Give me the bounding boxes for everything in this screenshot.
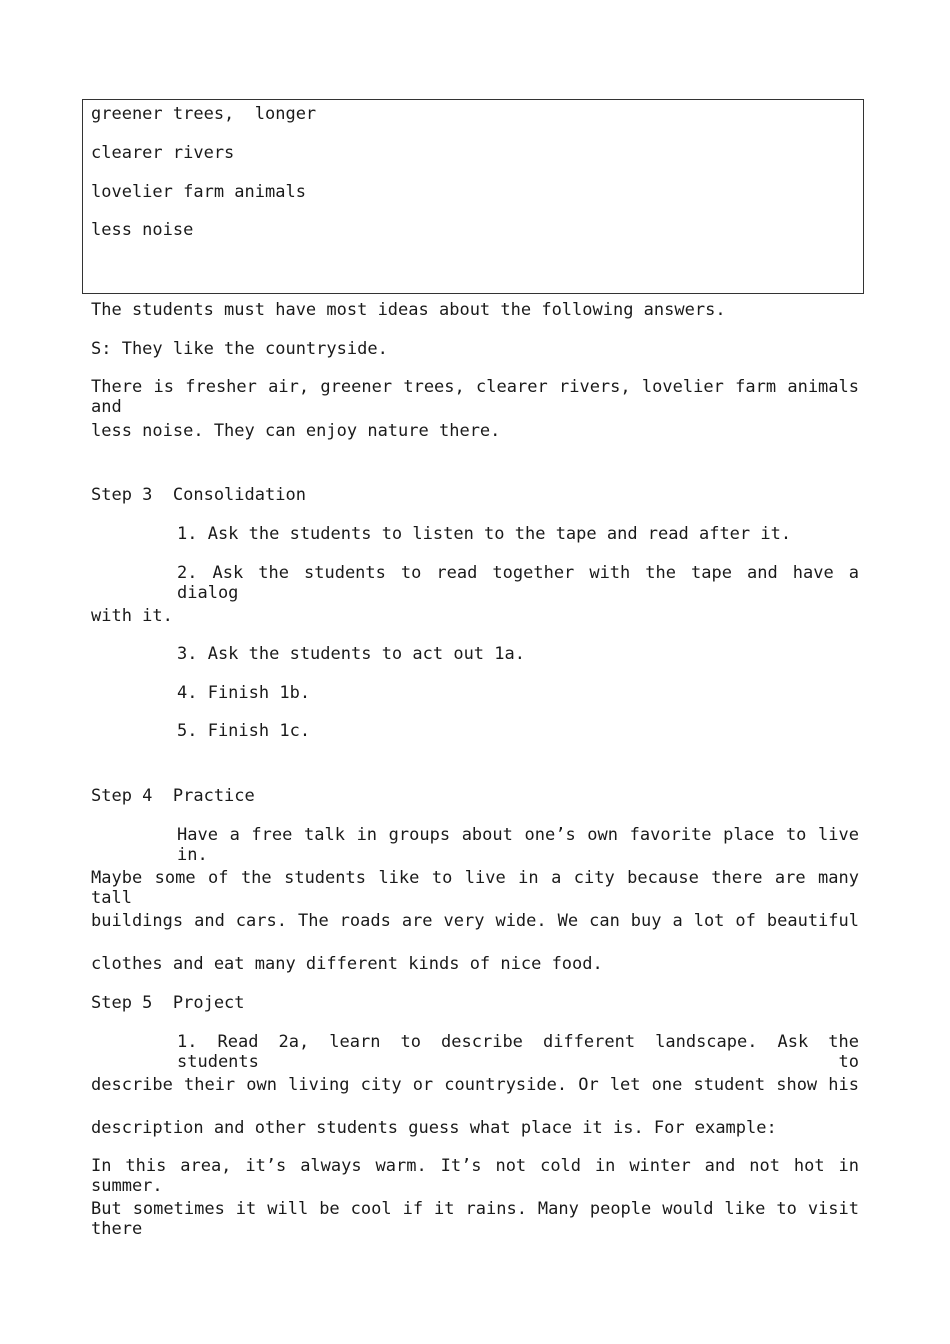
step5-line: describe their own living city or countryside. Or let one student show his: [91, 1075, 859, 1095]
step5-line: 1. Read 2a, learn to describe different landscape. Ask the students to: [177, 1032, 859, 1072]
step3-item: 5. Finish 1c.: [177, 721, 311, 741]
intro-line: There is fresher air, greener trees, clearer rivers, lovelier farm animals and: [91, 377, 859, 417]
box-line: less noise: [91, 220, 194, 240]
step4-line: buildings and cars. The roads are very wide. We can buy a lot of beautiful: [91, 911, 859, 931]
box-line: lovelier farm animals: [91, 182, 306, 202]
box-line: greener trees, longer: [91, 104, 317, 124]
step4-heading: Step 4 Practice: [91, 786, 255, 806]
step3-heading: Step 3 Consolidation: [91, 485, 306, 505]
step3-item: 2. Ask the students to read together with the tape and have a dialog: [177, 563, 859, 603]
step4-line: clothes and eat many different kinds of nice food.: [91, 954, 603, 974]
step4-line: Have a free talk in groups about one’s own favorite place to live in.: [177, 825, 859, 865]
step3-item-continuation: with it.: [91, 606, 173, 626]
step5-line: But sometimes it will be cool if it rains. Many people would like to visit there: [91, 1199, 859, 1239]
step5-heading: Step 5 Project: [91, 993, 245, 1013]
intro-line: S: They like the countryside.: [91, 339, 388, 359]
step4-line: Maybe some of the students like to live in a city because there are many tall: [91, 868, 859, 908]
intro-line: less noise. They can enjoy nature there.: [91, 421, 501, 441]
step3-item: 3. Ask the students to act out 1a.: [177, 644, 525, 664]
step5-line: In this area, it’s always warm. It’s not cold in winter and not hot in summer.: [91, 1156, 859, 1196]
step3-item: 4. Finish 1b.: [177, 683, 311, 703]
step3-item: 1. Ask the students to listen to the tape and read after it.: [177, 524, 792, 544]
box-line: clearer rivers: [91, 143, 235, 163]
intro-line: The students must have most ideas about the following answers.: [91, 300, 726, 320]
step5-line: description and other students guess what place it is. For example:: [91, 1118, 777, 1138]
